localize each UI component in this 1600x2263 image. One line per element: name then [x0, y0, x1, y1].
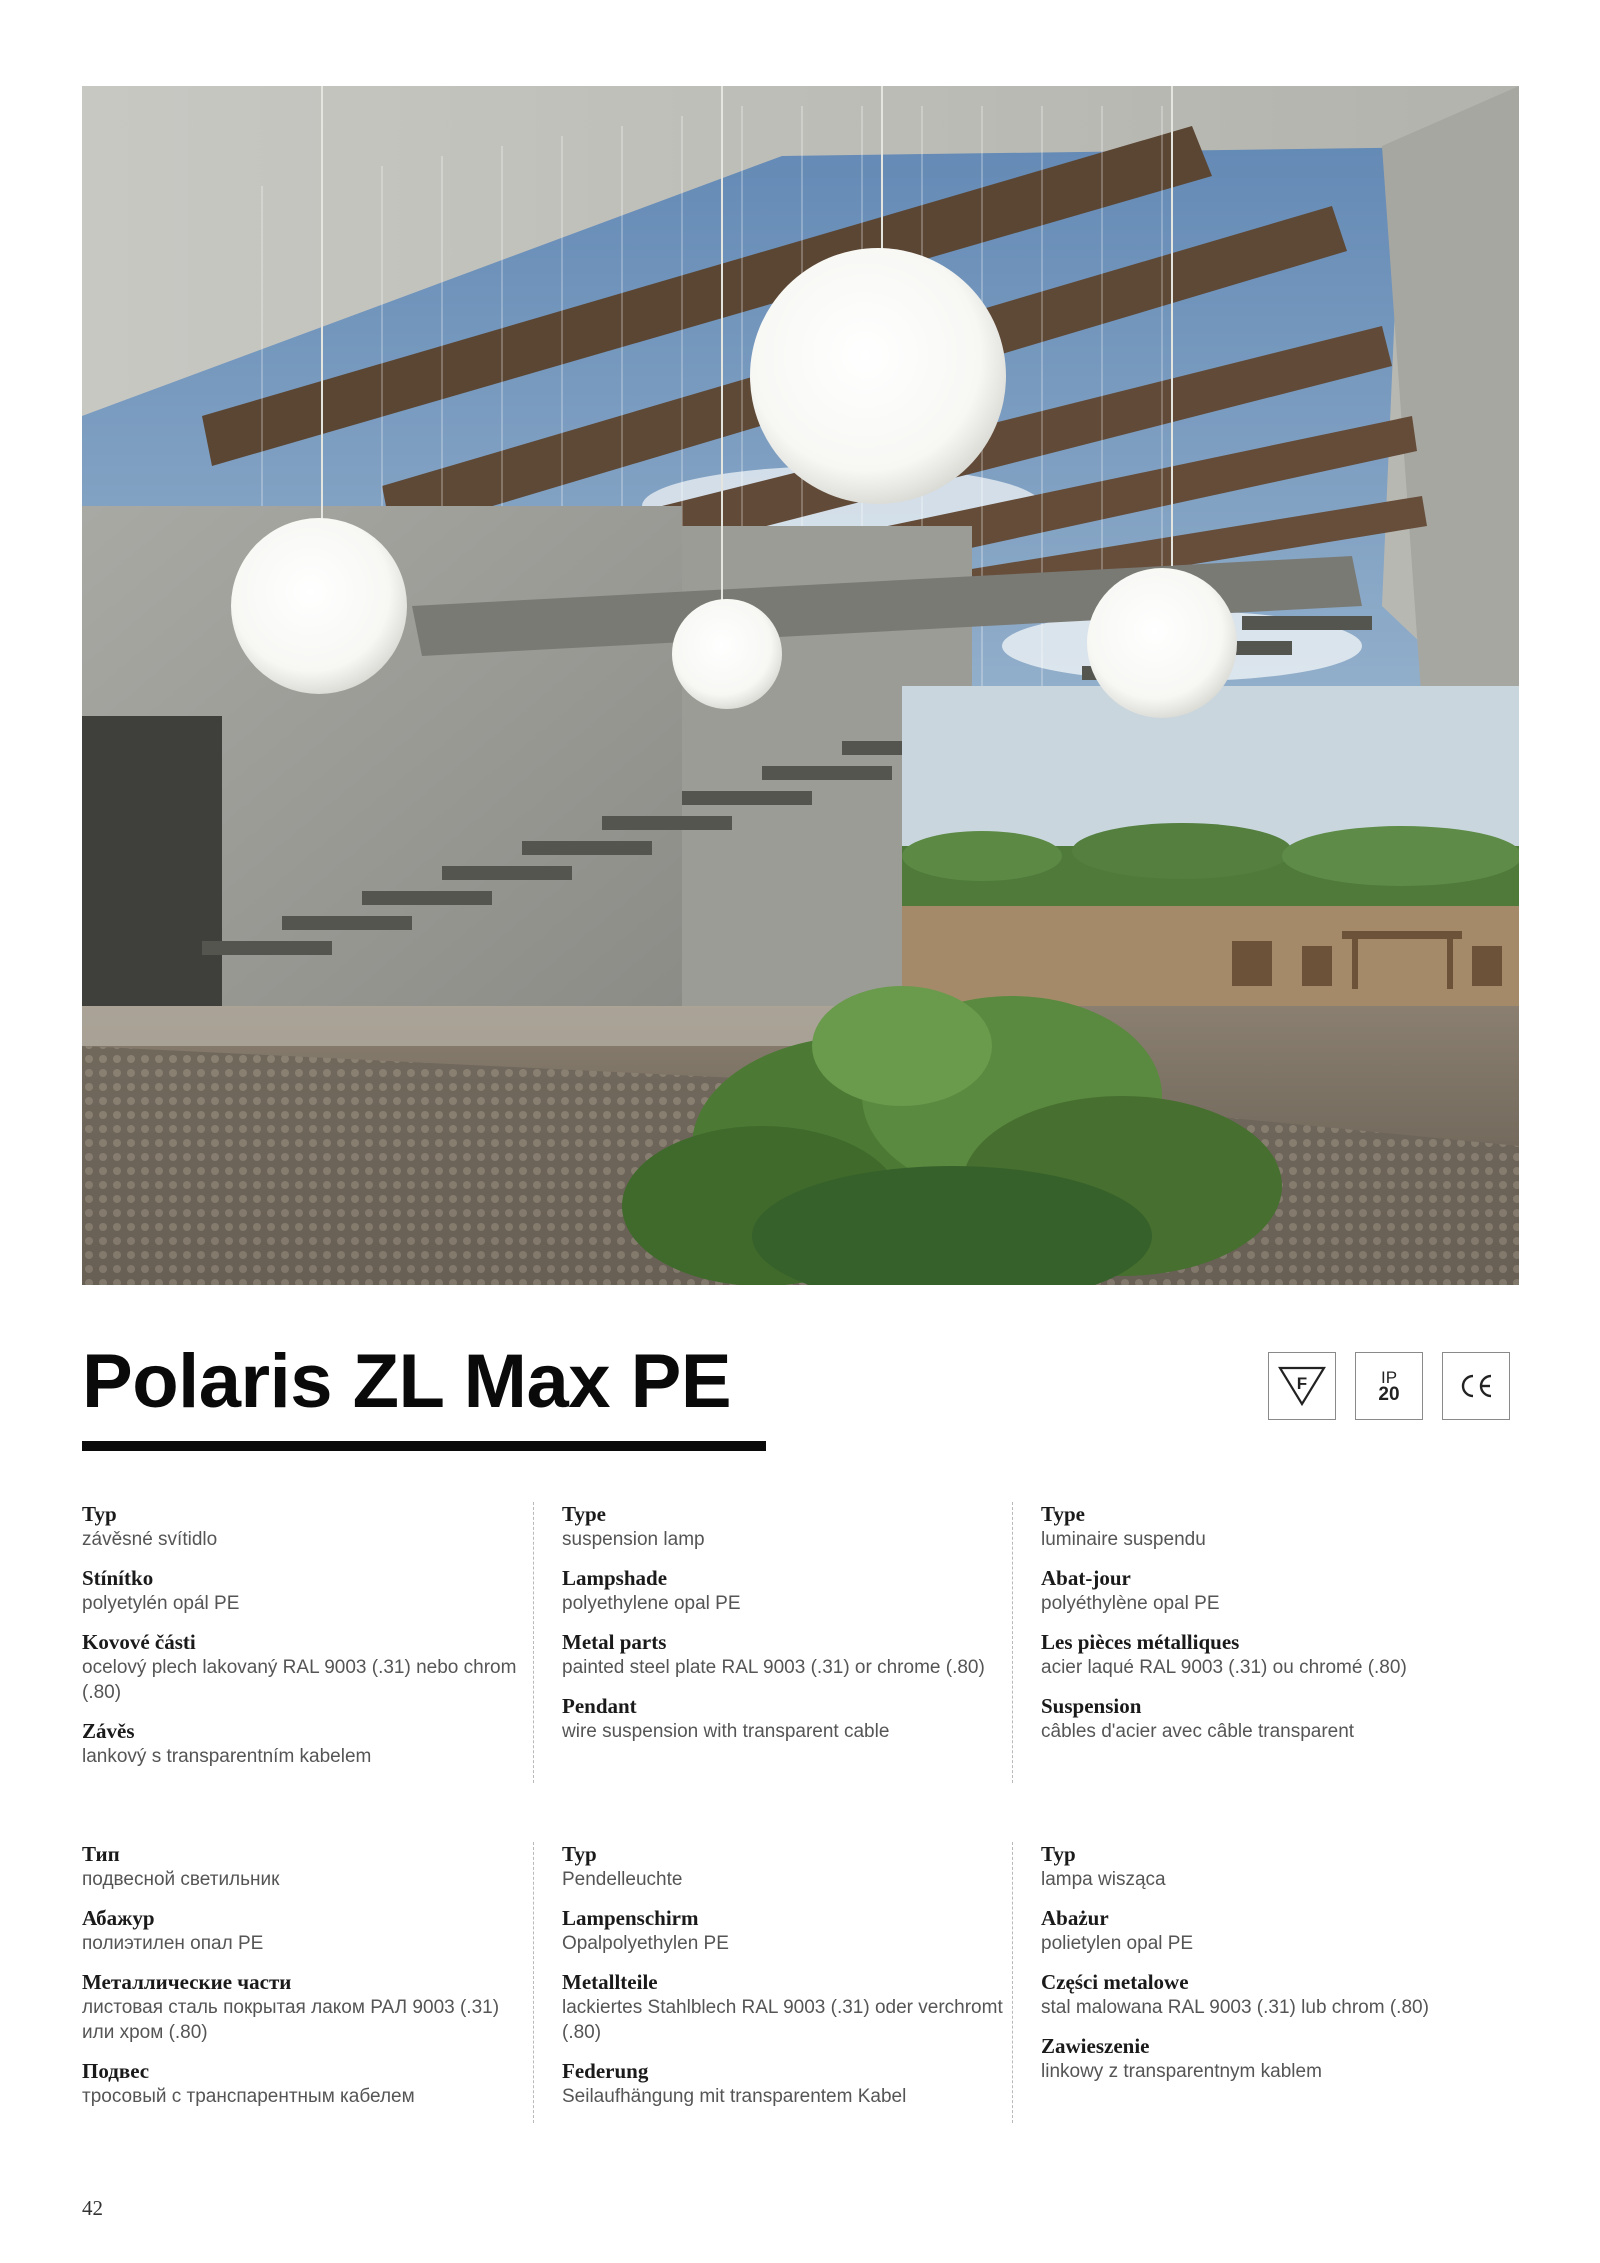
spec-label: Les pièces métalliques [1041, 1630, 1240, 1654]
spec-value: wire suspension with transparent cable [562, 1721, 890, 1742]
spec-pendant [82, 1719, 531, 1769]
spec-shade [82, 1566, 531, 1616]
spec-pendant [562, 1694, 1010, 1744]
spec-value: linkowy z transparentnym kablem [1041, 2061, 1322, 2082]
spec-label: Abażur [1041, 1906, 1109, 1930]
spec-value: lackiertes Stahlblech RAL 9003 (.31) oder verchromt (.80) [562, 1997, 1003, 2043]
ip-label: IP [1380, 1368, 1398, 1387]
spec-label: Абажур [82, 1906, 155, 1930]
spec-label: Type [1041, 1502, 1085, 1526]
certification-badges [1268, 1352, 1510, 1420]
spec-pendant [82, 2059, 531, 2109]
spec-shade [1041, 1906, 1489, 1956]
spec-pendant [562, 2059, 1010, 2109]
spec-metal [562, 1970, 1010, 2045]
f-mark-badge [1268, 1352, 1336, 1420]
specs-col-fr [1012, 1502, 1519, 1783]
spec-pendant [1041, 2034, 1489, 2084]
spec-label: Stínítko [82, 1566, 154, 1590]
specs-col-pl [1012, 1842, 1519, 2123]
spec-value: тросовый с транспарентным кабелем [82, 2086, 415, 2107]
spec-label: Typ [562, 1842, 597, 1866]
globe-lamp-small [672, 599, 782, 709]
spec-label: Pendant [562, 1694, 637, 1718]
specs-col-en [533, 1502, 1040, 1783]
spec-label: Závěs [82, 1719, 135, 1743]
spec-type [1041, 1502, 1489, 1552]
spec-shade [82, 1906, 531, 1956]
spec-value: luminaire suspendu [1041, 1529, 1206, 1550]
spec-value: stal malowana RAL 9003 (.31) lub chrom (.80) [1041, 1997, 1429, 2018]
svg-text:F: F [1296, 1374, 1308, 1393]
spec-value: polyethylene opal PE [562, 1593, 741, 1614]
ip-value: 20 [1378, 1384, 1400, 1405]
spec-value: Pendelleuchte [562, 1869, 683, 1890]
specs-row-1 [82, 1502, 1519, 1783]
spec-label: Lampshade [562, 1566, 668, 1590]
spec-metal [562, 1630, 1010, 1680]
spec-value: závěsné svítidlo [82, 1529, 218, 1550]
spec-label: Metallteile [562, 1970, 658, 1994]
specs-col-cz [82, 1502, 561, 1783]
ce-badge [1442, 1352, 1510, 1420]
ce-mark-icon [1456, 1371, 1496, 1401]
spec-type [82, 1842, 531, 1892]
specs-row-2 [82, 1842, 1519, 2123]
specs-col-de [533, 1842, 1040, 2123]
spec-value: câbles d'acier avec câble transparent [1041, 1721, 1355, 1742]
spec-value: polyetylén opál PE [82, 1593, 240, 1614]
ip-rating-badge [1355, 1352, 1423, 1420]
spec-value: lampa wisząca [1041, 1869, 1166, 1890]
product-title: Polaris ZL Max PE [82, 1339, 732, 1424]
spec-value: Opalpolyethylen PE [562, 1933, 729, 1954]
spec-value: acier laqué RAL 9003 (.31) ou chromé (.80) [1041, 1657, 1407, 1678]
spec-metal [1041, 1630, 1489, 1680]
spec-label: Type [562, 1502, 606, 1526]
spec-label: Suspension [1041, 1694, 1142, 1718]
spec-shade [562, 1566, 1010, 1616]
spec-metal [82, 1970, 531, 2045]
f-mark-triangle-icon [1277, 1365, 1327, 1407]
page-number: 42 [82, 2196, 103, 2220]
spec-label: Abat-jour [1041, 1566, 1131, 1590]
spec-label: Typ [82, 1502, 117, 1526]
spec-value: полиэтилен опал PE [82, 1933, 264, 1954]
spec-value: Seilaufhängung mit transparentem Kabel [562, 2086, 907, 2107]
globe-lamp-large [750, 248, 1006, 504]
interior-scene-illustration [82, 86, 1519, 1285]
spec-metal [1041, 1970, 1489, 2020]
spec-shade [1041, 1566, 1489, 1616]
spec-type [562, 1502, 1010, 1552]
globe-lamp-right [1087, 568, 1237, 718]
spec-shade [562, 1906, 1010, 1956]
spec-label: Kovové části [82, 1630, 196, 1654]
spec-value: листовая сталь покрытая лаком РАЛ 9003 (.31) или хром (.80) [82, 1997, 500, 2043]
spec-type [1041, 1842, 1489, 1892]
spec-pendant [1041, 1694, 1489, 1744]
title-underline [82, 1441, 766, 1451]
spec-value: suspension lamp [562, 1529, 705, 1550]
spec-type [82, 1502, 531, 1552]
spec-label: Metal parts [562, 1630, 667, 1654]
spec-value: ocelový plech lakovaný RAL 9003 (.31) nebo chrom (.80) [82, 1657, 517, 1703]
spec-label: Тип [82, 1842, 120, 1866]
globe-lamp-left [231, 518, 407, 694]
spec-label: Zawieszenie [1041, 2034, 1150, 2058]
spec-label: Typ [1041, 1842, 1076, 1866]
spec-label: Federung [562, 2059, 649, 2083]
spec-metal [82, 1630, 531, 1705]
spec-label: Lampenschirm [562, 1906, 699, 1930]
spec-value: lankový s transparentním kabelem [82, 1746, 372, 1767]
spec-type [562, 1842, 1010, 1892]
spec-value: polietylen opal PE [1041, 1933, 1194, 1954]
spec-label: Części metalowe [1041, 1970, 1189, 1994]
spec-label: Подвес [82, 2059, 150, 2083]
spec-value: painted steel plate RAL 9003 (.31) or chrome (.80) [562, 1657, 985, 1678]
spec-value: polyéthylène opal PE [1041, 1593, 1220, 1614]
spec-label: Металлические части [82, 1970, 292, 1994]
specs-col-ru [82, 1842, 561, 2123]
hero-photo [82, 86, 1519, 1285]
spec-value: подвесной светильник [82, 1869, 280, 1890]
